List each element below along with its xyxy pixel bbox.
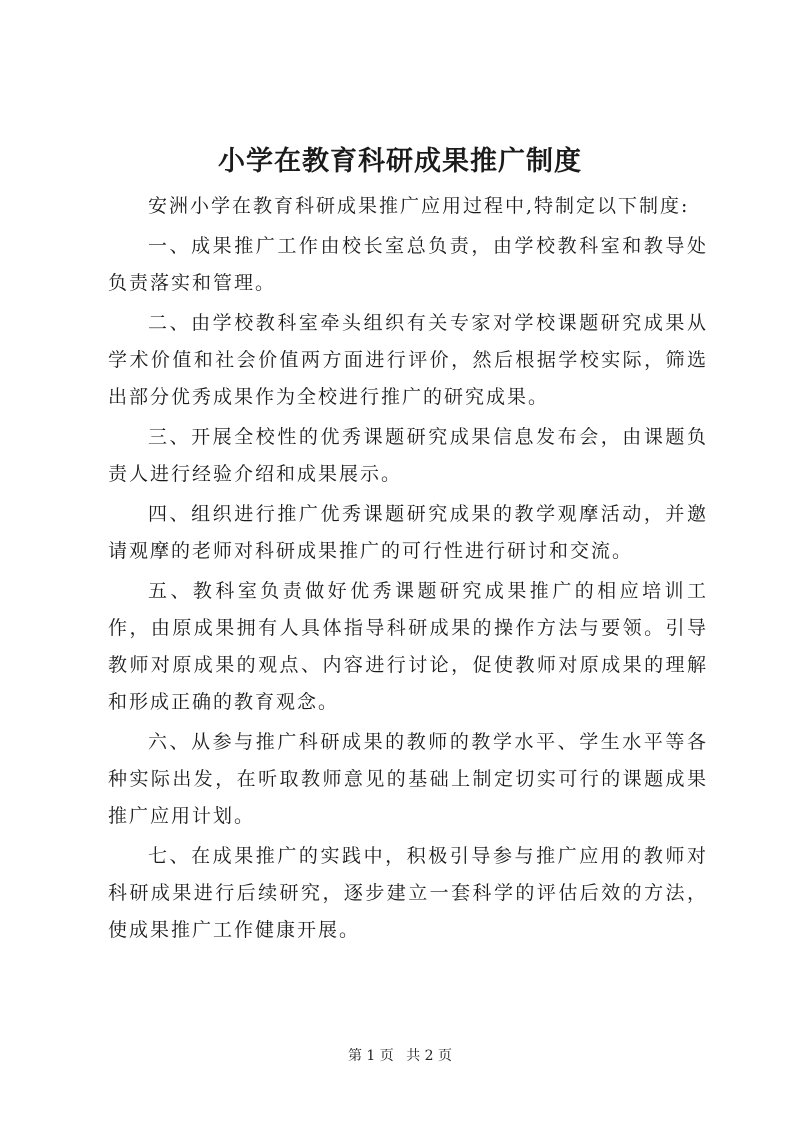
page-number: 第 1 页 bbox=[347, 1048, 394, 1064]
clause-5-paragraph: 五、教科室负责做好优秀课题研究成果推广的相应培训工作，由原成果拥有人具体指导科研成果的操作方法与要领。引导教师对原成果的观点、内容进行讨论，促使教师对原成果的理解和形成正确的教育观念。 bbox=[108, 580, 708, 713]
clause-2-paragraph: 二、由学校教科室牵头组织有关专家对学校课题研究成果从学术价值和社会价值两方面进行评价，然后根据学校实际，筛选出部分优秀成果作为全校进行推广的研究成果。 bbox=[108, 312, 708, 408]
clause-4-paragraph: 四、组织进行推广优秀课题研究成果的教学观摩活动，并邀请观摩的老师对科研成果推广的可行性进行研讨和交流。 bbox=[108, 503, 708, 562]
clause-7-paragraph: 七、在成果推广的实践中，积极引导参与推广应用的教师对科研成果进行后续研究，逐步建立一套科学的评估后效的方法，使成果推广工作健康开展。 bbox=[108, 845, 708, 941]
clause-3-paragraph: 三、开展全校性的优秀课题研究成果信息发布会，由课题负责人进行经验介绍和成果展示。 bbox=[108, 426, 708, 485]
intro-paragraph: 安洲小学在教育科研成果推广应用过程中,特制定以下制度: bbox=[148, 195, 690, 217]
document-title: 小学在教育科研成果推广制度 bbox=[218, 146, 582, 177]
clause-1-paragraph: 一、成果推广工作由校长室总负责，由学校教科室和教导处负责落实和管理。 bbox=[108, 235, 708, 294]
clause-6-paragraph: 六、从参与推广科研成果的教师的教学水平、学生水平等各种实际出发，在听取教师意见的基础上制定切实可行的课题成果推广应用计划。 bbox=[108, 731, 708, 827]
page-footer bbox=[0, 1046, 800, 1066]
page-total: 共 2 页 bbox=[406, 1048, 453, 1064]
document-body bbox=[108, 188, 708, 952]
